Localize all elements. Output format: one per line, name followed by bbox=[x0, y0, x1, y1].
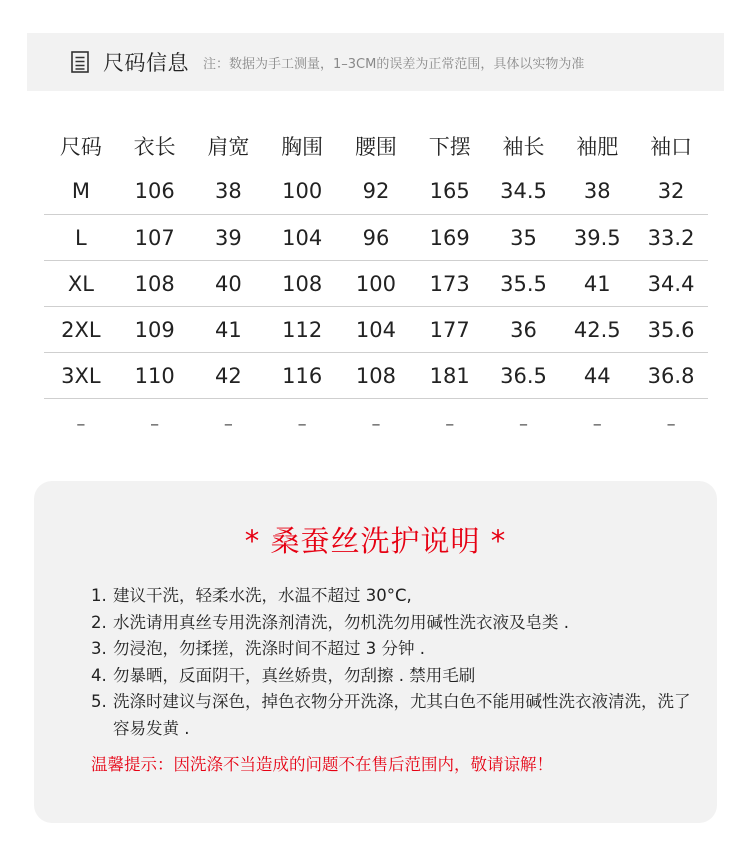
column-header: 袖长 bbox=[502, 135, 545, 159]
column-header: 袖口 bbox=[650, 135, 693, 159]
table-cell: – bbox=[150, 413, 160, 435]
table-cell: 110 bbox=[118, 353, 192, 399]
list-item bbox=[91, 610, 691, 637]
table-cell: 181 bbox=[413, 353, 487, 399]
column-header: 尺码 bbox=[59, 135, 102, 159]
list-item bbox=[91, 663, 691, 690]
table-cell: – bbox=[76, 413, 86, 435]
size-info-header bbox=[27, 33, 724, 91]
list-item-number: 5. bbox=[91, 692, 107, 711]
table-cell: 108 bbox=[339, 353, 413, 399]
table-cell: 34.5 bbox=[487, 168, 561, 215]
list-item-number: 2. bbox=[91, 612, 107, 632]
table-cell: 108 bbox=[265, 261, 339, 307]
table-cell: 39 bbox=[192, 215, 266, 261]
table-cell: – bbox=[445, 413, 455, 435]
table-cell: 109 bbox=[118, 307, 192, 353]
table-cell: 39.5 bbox=[560, 215, 634, 261]
table-cell: 104 bbox=[265, 215, 339, 261]
list-item-number: 1. bbox=[91, 586, 107, 605]
table-cell: – bbox=[223, 413, 233, 435]
table-cell: 36.8 bbox=[634, 353, 708, 399]
table-cell: 40 bbox=[192, 261, 266, 307]
table-cell: 96 bbox=[339, 215, 413, 261]
table-row bbox=[44, 353, 708, 399]
table-header-row bbox=[44, 124, 708, 168]
table-cell: – bbox=[371, 413, 381, 435]
table-cell: XL bbox=[44, 261, 118, 307]
table-cell: 173 bbox=[413, 261, 487, 307]
list-item bbox=[91, 583, 691, 610]
table-cell: 106 bbox=[118, 168, 192, 215]
table-cell: 3XL bbox=[44, 353, 118, 399]
table-cell: M bbox=[44, 168, 118, 215]
care-list bbox=[91, 583, 691, 742]
table-cell: – bbox=[592, 413, 602, 435]
table-cell: 41 bbox=[192, 307, 266, 353]
table-cell: 41 bbox=[560, 261, 634, 307]
list-item bbox=[91, 636, 691, 663]
care-title: * 桑蚕丝洗护说明 * bbox=[244, 524, 507, 558]
list-item bbox=[91, 689, 691, 742]
measurement-note: 注：数据为手工测量，1–3CM的误差为正常范围，具体以实物为准 bbox=[203, 56, 585, 72]
table-cell: 44 bbox=[560, 353, 634, 399]
table-cell: 116 bbox=[265, 353, 339, 399]
table-cell: 42 bbox=[192, 353, 266, 399]
table-row bbox=[44, 261, 708, 307]
table-cell: 100 bbox=[265, 168, 339, 215]
table-cell: 92 bbox=[339, 168, 413, 215]
table-cell: 33.2 bbox=[634, 215, 708, 261]
care-instructions-card bbox=[34, 481, 717, 823]
table-cell: 42.5 bbox=[560, 307, 634, 353]
table-row bbox=[44, 399, 708, 444]
column-header: 肩宽 bbox=[207, 135, 250, 159]
table-cell: L bbox=[44, 215, 118, 261]
size-table bbox=[44, 124, 708, 443]
column-header: 袖肥 bbox=[576, 135, 619, 159]
column-header: 腰围 bbox=[354, 135, 397, 159]
table-cell: 112 bbox=[265, 307, 339, 353]
list-item-text: 建议干洗，轻柔水洗，水温不超过 30°C, bbox=[113, 586, 412, 605]
table-cell: 36 bbox=[487, 307, 561, 353]
list-item-text: 勿暴晒，反面阴干，真丝娇贵，勿刮擦 . 禁用毛刷 bbox=[113, 665, 476, 685]
list-item-text: 水洗请用真丝专用洗涤剂清洗，勿机洗勿用碱性洗衣液及皂类 . bbox=[113, 612, 569, 632]
table-cell: 35.5 bbox=[487, 261, 561, 307]
table-cell: 108 bbox=[118, 261, 192, 307]
list-item-number: 3. bbox=[91, 639, 107, 658]
document-list-icon bbox=[71, 51, 89, 73]
warning-notice: 温馨提示：因洗涤不当造成的问题不在售后范围内，敬请谅解！ bbox=[91, 755, 553, 774]
table-cell: 2XL bbox=[44, 307, 118, 353]
table-cell: – bbox=[297, 413, 307, 435]
table-cell: 38 bbox=[560, 168, 634, 215]
column-header: 衣长 bbox=[133, 135, 176, 159]
table-row bbox=[44, 168, 708, 215]
list-item-text: 洗涤时建议与深色，掉色衣物分开洗涤，尤其白色不能用碱性洗衣液清洗，洗了容易发黄 . bbox=[113, 692, 691, 738]
column-header: 下摆 bbox=[428, 135, 471, 159]
table-cell: 104 bbox=[339, 307, 413, 353]
table-cell: – bbox=[666, 413, 676, 435]
table-cell: 165 bbox=[413, 168, 487, 215]
table-cell: – bbox=[518, 413, 528, 435]
table-cell: 38 bbox=[192, 168, 266, 215]
table-cell: 177 bbox=[413, 307, 487, 353]
table-row bbox=[44, 307, 708, 353]
page-title: 尺码信息 bbox=[103, 51, 189, 75]
list-item-text: 勿浸泡，勿揉搓，洗涤时间不超过 3 分钟 . bbox=[113, 639, 425, 658]
table-cell: 169 bbox=[413, 215, 487, 261]
table-row bbox=[44, 215, 708, 261]
table-cell: 100 bbox=[339, 261, 413, 307]
table-cell: 107 bbox=[118, 215, 192, 261]
table-cell: 35.6 bbox=[634, 307, 708, 353]
table-cell: 35 bbox=[487, 215, 561, 261]
column-header: 胸围 bbox=[281, 135, 324, 159]
table-cell: 34.4 bbox=[634, 261, 708, 307]
table-cell: 36.5 bbox=[487, 353, 561, 399]
list-item-number: 4. bbox=[91, 665, 107, 685]
table-cell: 32 bbox=[634, 168, 708, 215]
